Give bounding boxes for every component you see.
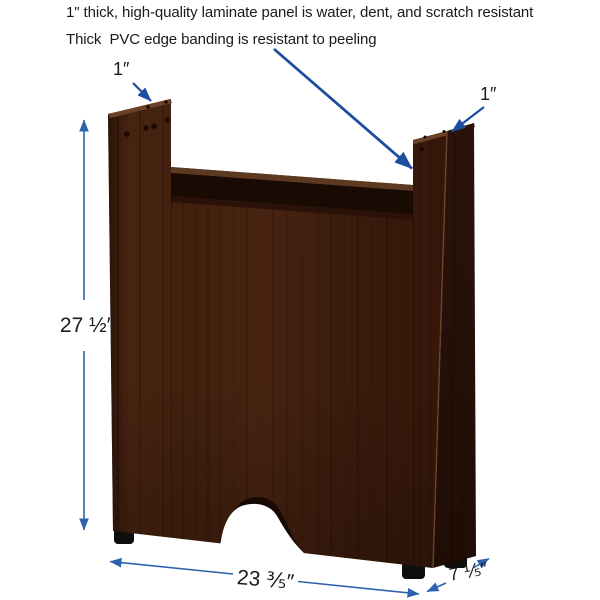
right-post-thickness-label: 1″ (480, 84, 497, 104)
panel-shading (108, 95, 448, 575)
depth-dim-lower (427, 583, 446, 592)
width-dim-left (110, 562, 233, 575)
post-top-dowel-holes (146, 100, 445, 138)
laminate-note: 1" thick, high-quality laminate panel is water, dent, and scratch resistant (66, 4, 534, 21)
edge-banding-note: Thick PVC edge banding is resistant to peeling (66, 31, 377, 48)
height-dimension-label: 27 ½″ (59, 314, 115, 337)
width-dim-right (298, 582, 419, 595)
edge-banding-arrow (274, 49, 412, 169)
depth-dimension-label: 7 ⅕″ (447, 558, 489, 585)
width-dimension-label: 23 ⅗″ (236, 566, 295, 594)
left-post-thickness-label: 1″ (113, 59, 130, 79)
left-thickness-arrow (133, 83, 151, 101)
